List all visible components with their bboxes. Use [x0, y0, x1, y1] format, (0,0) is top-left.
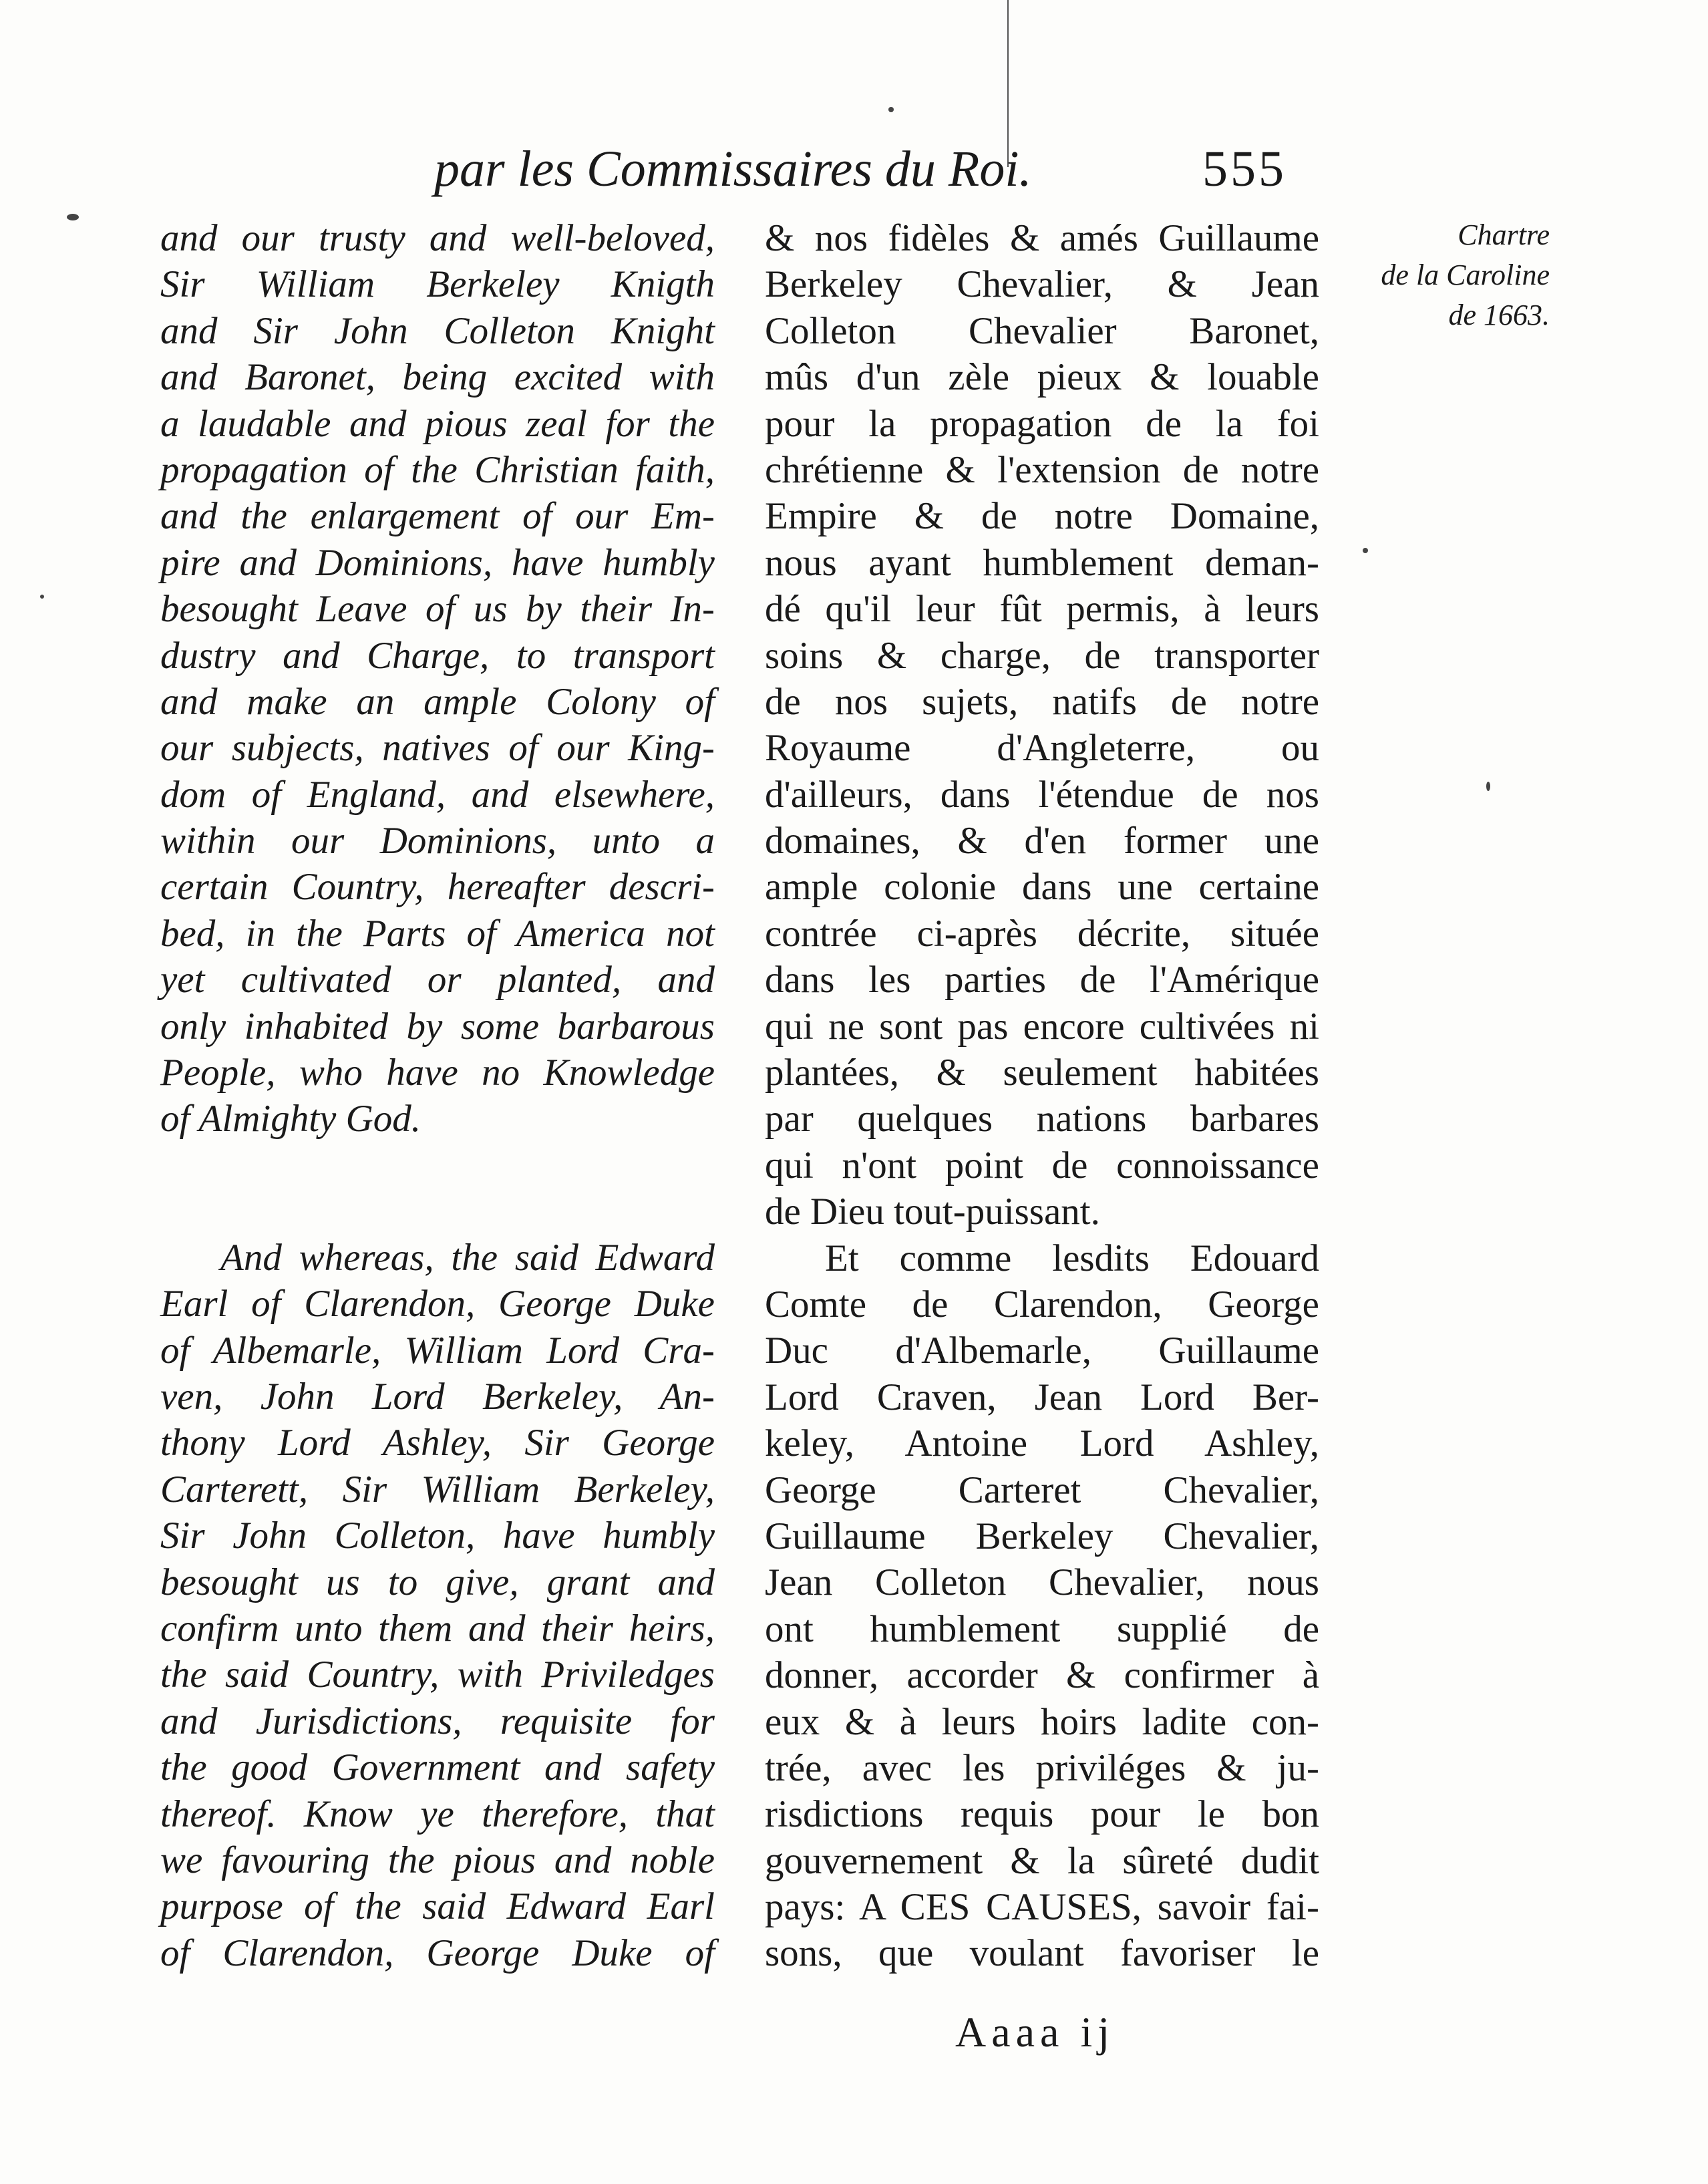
page-number: 555 [1202, 141, 1287, 197]
english-line: within our Dominions, unto a [160, 820, 715, 863]
english-line: confirm unto them and their heirs, [160, 1607, 715, 1650]
french-line: chrétienne & l'extension de notre [765, 448, 1319, 491]
english-line: and Baronet, being excited with [160, 356, 715, 399]
french-line: Duc d'Albemarle, Guillaume [765, 1330, 1319, 1372]
english-line: Carterett, Sir William Berkeley, [160, 1468, 715, 1511]
english-line: And whereas, the said Edward [220, 1236, 715, 1279]
french-line: contrée ci-après décrite, située [765, 912, 1319, 955]
english-line: purpose of the said Edward Earl [160, 1885, 715, 1928]
french-line: domaines, & d'en former une [765, 820, 1319, 863]
french-line: George Carteret Chevalier, [765, 1468, 1319, 1511]
scan-speck [1363, 548, 1368, 553]
french-line: Jean Colleton Chevalier, nous [765, 1561, 1319, 1604]
french-line: risdictions requis pour le bon [765, 1793, 1319, 1836]
french-line: d'ailleurs, dans l'étendue de nos [765, 773, 1319, 816]
french-line: donner, accorder & confirmer à [765, 1654, 1319, 1697]
margin-note-line: de 1663. [1448, 299, 1550, 331]
french-line: Royaume d'Angleterre, ou [765, 727, 1319, 770]
english-line: of Almighty God. [160, 1098, 421, 1140]
french-line: Berkeley Chevalier, & Jean [765, 263, 1319, 306]
french-line: Empire & de notre Domaine, [765, 495, 1319, 538]
french-line: soins & charge, de transporter [765, 634, 1319, 677]
english-line: certain Country, hereafter descri- [160, 866, 715, 909]
french-line: pays: A CES CAUSES, savoir fai- [765, 1886, 1319, 1929]
scan-speck [67, 214, 79, 220]
english-line: besought Leave of us by their In- [160, 588, 715, 631]
english-line: and Sir John Colleton Knight [160, 309, 715, 352]
french-line: gouvernement & la sûreté dudit [765, 1839, 1319, 1882]
margin-note-line: Chartre [1458, 218, 1550, 251]
french-line: Guillaume Berkeley Chevalier, [765, 1515, 1319, 1557]
english-line: dustry and Charge, to transport [160, 634, 715, 677]
french-line: de nos sujets, natifs de notre [765, 680, 1319, 723]
english-line: propagation of the Christian faith, [160, 448, 715, 491]
french-line: plantées, & seulement habitées [765, 1052, 1319, 1094]
english-line: we favouring the pious and noble [160, 1839, 715, 1881]
english-line: dom of England, and elsewhere, [160, 773, 715, 816]
french-line: nous ayant humblement deman- [765, 541, 1319, 584]
english-line: a laudable and pious zeal for the [160, 402, 715, 445]
english-line: Sir William Berkeley Knigth [160, 263, 715, 306]
english-line: and Jurisdictions, requisite for [160, 1700, 715, 1742]
french-line: sons, que voulant favoriser le [765, 1932, 1319, 1975]
french-line: Colleton Chevalier Baronet, [765, 309, 1319, 352]
scan-speck [1486, 782, 1490, 791]
french-line: & nos fidèles & amés Guillaume [765, 217, 1319, 259]
french-line: par quelques nations barbares [765, 1098, 1319, 1140]
english-line: yet cultivated or planted, and [160, 959, 715, 1001]
french-line: eux & à leurs hoirs ladite con- [765, 1700, 1319, 1743]
margin-note [1329, 215, 1550, 335]
french-line: dans les parties de l'Amérique [765, 959, 1319, 1001]
french-line: trée, avec les priviléges & ju- [765, 1746, 1319, 1789]
running-title: par les Commissaires du Roi. [434, 141, 1032, 197]
french-line: de Dieu tout-puissant. [765, 1191, 1100, 1233]
french-line: Lord Craven, Jean Lord Ber- [765, 1376, 1319, 1418]
english-line: thony Lord Ashley, Sir George [160, 1422, 715, 1464]
french-line: mûs d'un zèle pieux & louable [765, 356, 1319, 399]
french-line: Et comme lesdits Edouard [825, 1237, 1319, 1279]
english-line: and make an ample Colony of [160, 680, 715, 723]
english-line: besought us to give, grant and [160, 1561, 715, 1603]
french-line: keley, Antoine Lord Ashley, [765, 1422, 1319, 1465]
english-line: and the enlargement of our Em- [160, 495, 715, 538]
english-line: the good Government and safety [160, 1746, 715, 1789]
scan-speck [40, 595, 44, 599]
paragraph-gap [160, 1142, 715, 1235]
english-line: only inhabited by some barbarous [160, 1005, 715, 1048]
english-line: Earl of Clarendon, George Duke [160, 1283, 715, 1325]
english-line: of Albemarle, William Lord Cra- [160, 1329, 715, 1372]
english-line: pire and Dominions, have humbly [160, 541, 715, 584]
french-column [765, 215, 1319, 1977]
english-line: Sir John Colleton, have humbly [160, 1515, 715, 1557]
french-line: ample colonie dans une certaine [765, 866, 1319, 909]
english-line: of Clarendon, George Duke of [160, 1931, 715, 1974]
french-line: pour la propagation de la foi [765, 402, 1319, 445]
english-line: ven, John Lord Berkeley, An- [160, 1375, 715, 1418]
french-line: qui n'ont point de connoissance [765, 1144, 1319, 1187]
english-line: and our trusty and well-beloved, [160, 217, 715, 259]
scan-speck [888, 107, 894, 112]
english-line: the said Country, with Priviledges [160, 1654, 715, 1696]
french-line: dé qu'il leur fût permis, à leurs [765, 588, 1319, 631]
english-line: bed, in the Parts of America not [160, 912, 715, 955]
english-line: People, who have no Knowledge [160, 1052, 715, 1094]
french-line: qui ne sont pas encore cultivées ni [765, 1005, 1319, 1048]
english-line: thereof. Know ye therefore, that [160, 1792, 715, 1835]
english-line: our subjects, natives of our King- [160, 727, 715, 770]
signature-mark: Aaaa ij [955, 2008, 1115, 2056]
french-line: Comte de Clarendon, George [765, 1283, 1319, 1325]
french-line: ont humblement supplié de [765, 1607, 1319, 1650]
margin-note-line: de la Caroline [1381, 259, 1550, 291]
english-column [160, 215, 715, 1976]
